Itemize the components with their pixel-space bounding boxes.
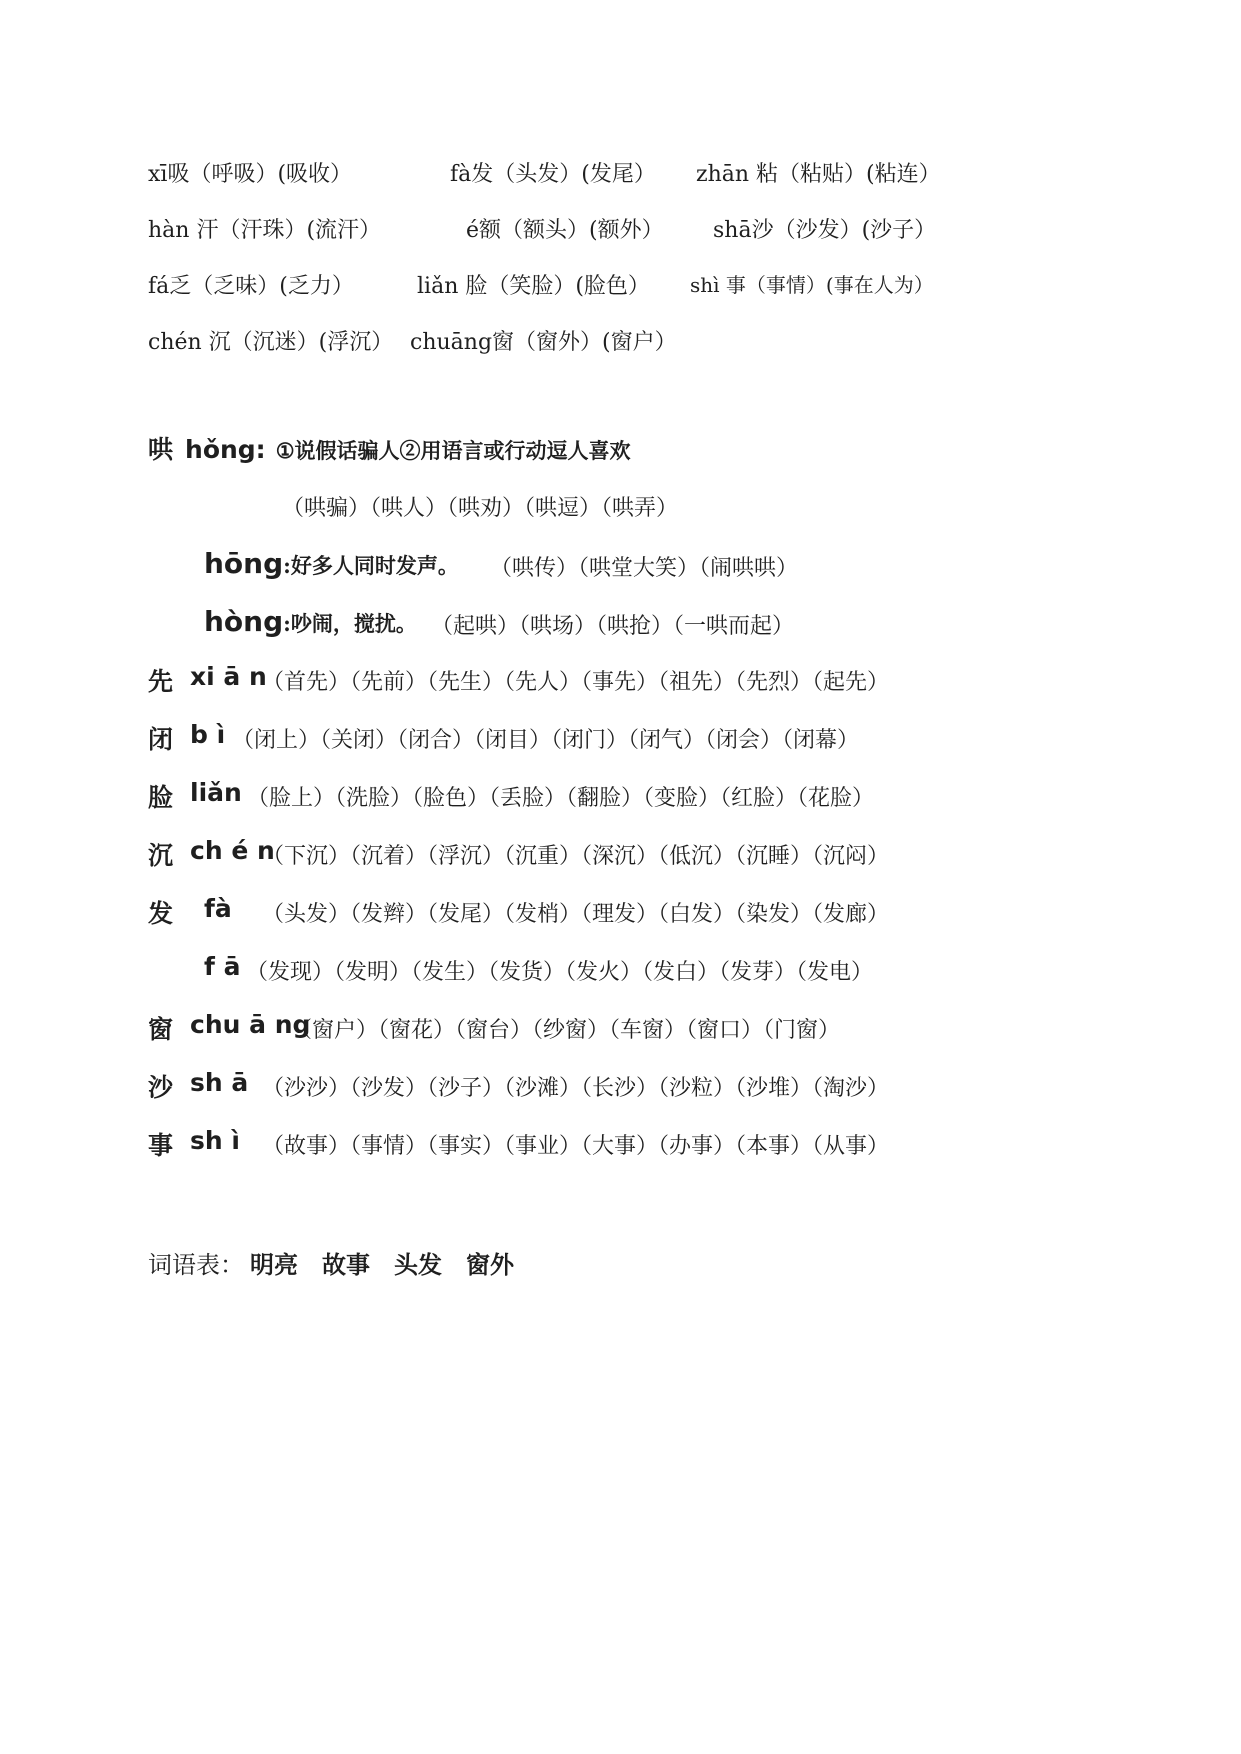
entry-character: 沉 (148, 841, 174, 870)
head-definition: ①说假话骗人②用语言或行动逗人喜欢 (275, 438, 631, 463)
word-table-item: 明亮 (250, 1251, 298, 1279)
pinyin: hòng (204, 605, 284, 638)
entry-pinyin: sh ā (190, 1068, 249, 1097)
word-group: （沙沙）（沙发）（沙子）（沙滩）（长沙）（沙粒）（沙堆）（淘沙） (262, 1076, 890, 1101)
top-cell: chuāng窗（窗外）(窗户） (410, 330, 677, 355)
word-group: （闭上）（关闭）（闭合）（闭目）（闭门）（闭气）（闭会）（闭幕） (232, 728, 860, 753)
word-table-item: 故事 (322, 1251, 370, 1279)
entry-character: 脸 (148, 783, 174, 812)
word-group: （首先）（先前）（先生）（先人）（事先）（祖先）（先烈）（起先） (262, 670, 890, 695)
entry-pinyin: liǎn (190, 778, 242, 807)
head-character: 哄 (148, 435, 174, 464)
word-table-item: 窗外 (466, 1251, 514, 1279)
entry-character: 先 (148, 667, 174, 696)
top-cell: shì 事（事情）(事在人为） (690, 273, 934, 297)
top-cell: fá乏（乏味）(乏力） (148, 274, 354, 299)
entry-pinyin: xi ā n (190, 662, 267, 691)
word-table-item: 头发 (394, 1251, 442, 1279)
head-pinyin: hǒng: (185, 435, 266, 464)
entry-character: 事 (148, 1131, 174, 1160)
top-cell: hàn 汗（汗珠）(流汗） (148, 218, 382, 243)
top-cell: liǎn 脸（笑脸）(脸色） (417, 274, 650, 299)
word-table-label: 词语表： (148, 1251, 244, 1279)
word-group: （哄传）（哄堂大笑）（闹哄哄） (490, 556, 799, 581)
word-group: （窗户）（窗花）（窗台）（纱窗）（车窗）（窗口）（门窗） (290, 1018, 841, 1043)
hong-line (204, 605, 417, 638)
word-group: （故事）（事情）（事实）（事业）（大事）（办事）（本事）（从事） (262, 1134, 890, 1159)
top-cell: chén 沉（沉迷）(浮沉） (148, 330, 394, 355)
entry-character: 发 (148, 899, 174, 928)
entry-character: 沙 (148, 1073, 174, 1102)
definition: :好多人同时发声。 (283, 553, 459, 578)
entry-character: 窗 (148, 1015, 174, 1044)
pinyin: hōng (204, 547, 284, 580)
entry-character: 闭 (148, 725, 174, 754)
entry-pinyin: b ì (190, 720, 226, 749)
top-cell: zhān 粘（粘贴）(粘连） (696, 162, 941, 187)
word-group: （发现）（发明）（发生）（发货）（发火）（发白）（发芽）（发电） (246, 960, 874, 985)
definition: :吵闹，搅扰。 (283, 611, 417, 636)
hong-line (204, 547, 459, 580)
entry-pinyin: fà (204, 894, 232, 923)
entry-pinyin: chu ā ng (190, 1010, 311, 1039)
top-cell: é额（额头）(额外） (466, 218, 664, 243)
entry-pinyin: sh ì (190, 1126, 240, 1155)
word-group: （起哄）（哄场）（哄抢）（一哄而起） (431, 614, 795, 639)
entry-pinyin: f ā (204, 952, 241, 981)
word-group: （脸上）（洗脸）（脸色）（丢脸）（翻脸）（变脸）（红脸）（花脸） (247, 786, 875, 811)
hong-head (148, 430, 631, 466)
word-group: （下沉）（沉着）（浮沉）（沉重）（深沉）（低沉）（沉睡）（沉闷） (262, 844, 890, 869)
top-cell: xī吸（呼吸）(吸收） (148, 162, 353, 187)
entry-pinyin: ch é n (190, 836, 275, 865)
top-cell: fà发（头发）(发尾） (450, 162, 656, 187)
word-group: （头发）（发辫）（发尾）（发梢）（理发）（白发）（染发）（发廊） (262, 902, 890, 927)
word-group: （哄骗）（哄人）（哄劝）（哄逗）（哄弄） (282, 496, 679, 521)
word-table (148, 1245, 532, 1280)
top-cell: shā沙（沙发）(沙子） (713, 218, 937, 243)
